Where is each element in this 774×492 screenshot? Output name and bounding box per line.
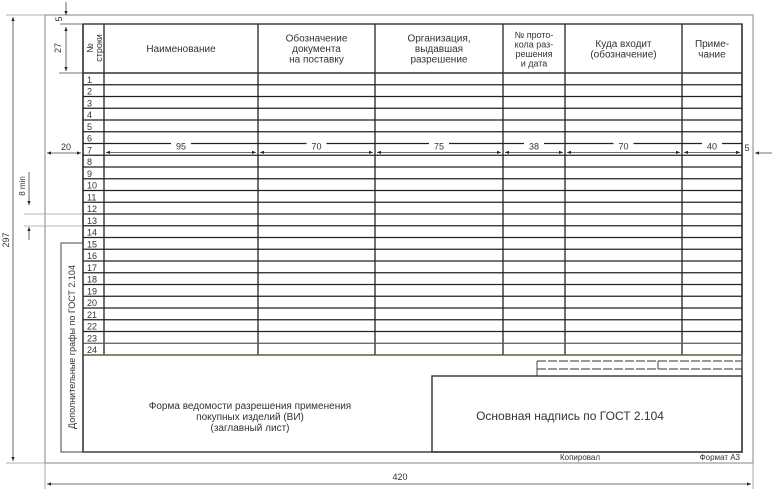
row-number: 18 (87, 274, 98, 285)
row-number: 5 (87, 121, 93, 132)
dim-column-width-label: 40 (706, 141, 718, 152)
dim-right-margin-label: 5 (744, 143, 750, 153)
dim-column-width-label: 70 (311, 141, 322, 152)
row-number: 12 (87, 204, 98, 214)
dim-sheet-width-label: 420 (392, 472, 408, 482)
row-number: 15 (87, 239, 98, 250)
header-column-label: Наименование (146, 44, 216, 55)
dim-left-margin-label: 20 (60, 142, 72, 152)
row-number: 24 (87, 345, 98, 355)
row-number: 7 (87, 145, 93, 156)
row-number: 4 (87, 110, 93, 120)
dim-row-min-label: 8 min (18, 176, 27, 196)
row-number: 21 (87, 309, 98, 320)
dim-sheet-height-label: 297 (1, 232, 11, 248)
dim-column-width-label: 75 (433, 141, 445, 152)
row-number: 19 (87, 286, 98, 297)
row-number: 14 (87, 227, 98, 238)
header-column-label: № прото-кола раз-решения и дата (514, 29, 554, 69)
title-block-label: Основная надпись по ГОСТ 2.104 (476, 409, 664, 423)
row-number: 23 (87, 333, 98, 344)
footer-copied: Копировал (559, 453, 601, 462)
row-number: 1 (87, 74, 93, 85)
row-number: 9 (87, 168, 93, 179)
header-column-label: Приме-чание (694, 38, 730, 61)
header-row-no: №строки (85, 34, 104, 62)
main-table (83, 24, 742, 452)
row-number: 10 (87, 180, 98, 191)
footer-format: Формат А3 (699, 453, 740, 462)
row-number: 13 (87, 215, 98, 226)
dim-column-width-label: 38 (528, 141, 540, 152)
header-column-label: Организация, выдавшая разрешение (407, 33, 471, 66)
row-number: 16 (87, 251, 98, 261)
row-number: 8 (87, 157, 93, 167)
row-number: 2 (87, 86, 93, 97)
sheet-border (45, 15, 753, 463)
row-number: 17 (87, 262, 98, 273)
header-column-label: Куда входит (обозначение) (590, 38, 657, 61)
dim-column-width-label: 70 (618, 141, 629, 152)
row-number: 11 (87, 192, 97, 203)
row-number: 20 (87, 298, 98, 308)
form-caption: Форма ведомости разрешения применения покупных изделий (ВИ) (заглавный лист) (148, 401, 352, 434)
row-number: 3 (87, 98, 93, 109)
side-column-label: Дополнительные графы по ГОСТ 2.104 (67, 265, 77, 429)
dim-top-margin-label: 5 (54, 16, 64, 22)
title-block-extra-lines (537, 361, 742, 376)
dim-header-height-label: 27 (53, 42, 63, 54)
header-column-label: Обозначение документа на поставку (285, 33, 348, 66)
row-number: 22 (87, 321, 98, 332)
dim-column-width-label: 95 (175, 141, 187, 152)
row-number: 6 (87, 133, 93, 144)
